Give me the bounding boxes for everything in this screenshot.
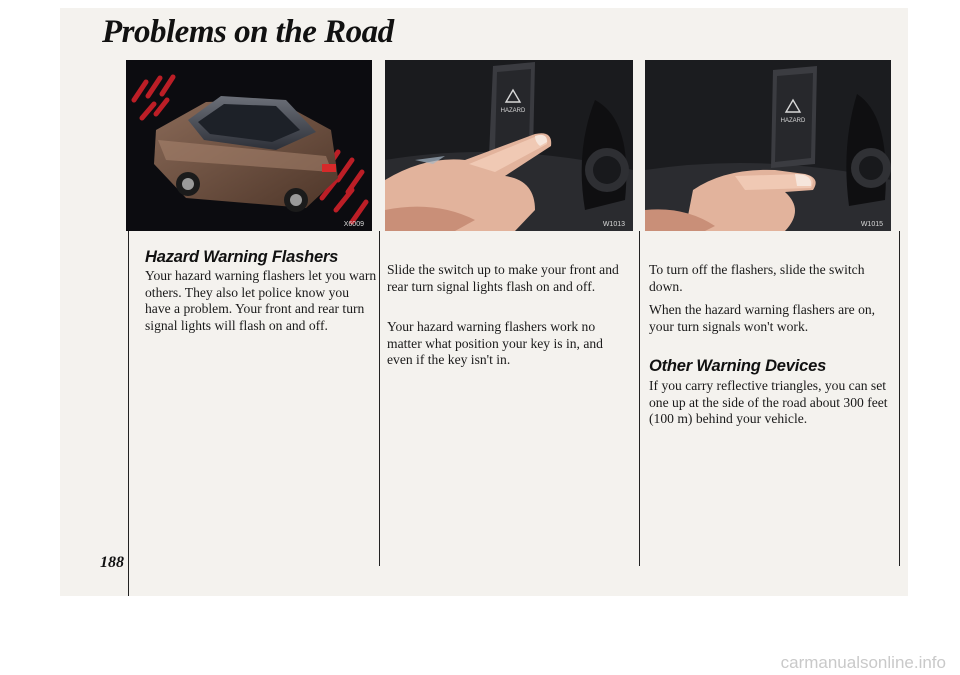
switch-label: HAZARD [500, 108, 526, 114]
turn-off-paragraph: To turn off the flashers, slide the switch down. [649, 262, 865, 294]
photo-code: X6009 [343, 221, 364, 228]
key-position-paragraph: Your hazard warning flashers work no matter what position your key is in, and even if the key isn't in. [387, 319, 603, 368]
turn-signals-paragraph: When the hazard warning flashers are on, your turn signals won't work. [649, 302, 876, 334]
column-divider [639, 231, 640, 566]
other-warning-devices-heading: Other Warning Devices [649, 357, 827, 375]
switch-label: HAZARD [780, 118, 806, 124]
column-divider [128, 231, 129, 596]
column-divider [379, 231, 380, 566]
reflective-triangles-paragraph: If you carry reflective triangles, you can set one up at the side of the road about 300 feet (100 m) behind your vehicle. [649, 378, 888, 427]
switch-down-photo [645, 60, 891, 231]
hazard-switch-down-illustration [645, 60, 891, 231]
hazard-flashers-heading: Hazard Warning Flashers [145, 248, 339, 266]
page-title: Problems on the Road [102, 14, 394, 50]
photo-code: W1015 [860, 221, 883, 228]
car-illustration [126, 60, 372, 231]
switch-up-photo [385, 60, 633, 231]
photo-code: W1013 [602, 221, 625, 228]
hazard-switch-up-illustration [385, 60, 633, 231]
watermark: carmanualsonline.info [780, 653, 946, 672]
hazard-flashers-paragraph: Your hazard warning flashers let you warn others. They also let police know you have a problem. Your front and rear turn signal lights will flash on and off. [145, 268, 377, 333]
car-photo [126, 60, 372, 231]
page-number: 188 [100, 554, 124, 571]
column-divider [899, 231, 900, 566]
slide-switch-paragraph: Slide the switch up to make your front and rear turn signal lights flash on and off. [387, 262, 619, 294]
